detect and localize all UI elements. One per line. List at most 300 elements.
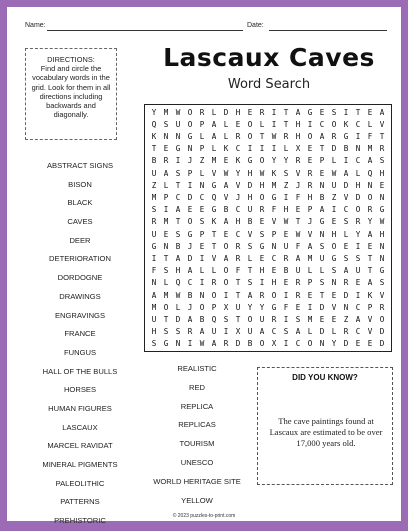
grid-letter[interactable]: C — [271, 253, 277, 263]
grid-letter[interactable]: L — [307, 266, 313, 276]
grid-letter[interactable]: R — [307, 168, 313, 178]
grid-letter[interactable]: Z — [283, 180, 289, 190]
grid-letter[interactable]: E — [307, 144, 313, 154]
grid-letter[interactable]: V — [331, 302, 337, 312]
grid-letter[interactable]: S — [343, 217, 349, 227]
grid-letter[interactable]: E — [307, 290, 313, 300]
grid-letter[interactable]: M — [163, 217, 169, 227]
grid-letter[interactable]: D — [343, 290, 349, 300]
grid-letter[interactable]: O — [379, 314, 385, 324]
grid-letter[interactable]: B — [187, 290, 193, 300]
grid-letter[interactable]: S — [319, 278, 325, 288]
grid-letter[interactable]: I — [223, 290, 229, 300]
grid-letter[interactable]: L — [343, 229, 349, 239]
grid-letter[interactable]: R — [343, 278, 349, 288]
grid-letter[interactable]: J — [235, 192, 241, 202]
grid-letter[interactable]: I — [283, 314, 289, 324]
grid-letter[interactable]: L — [259, 119, 265, 129]
grid-letter[interactable]: A — [379, 107, 385, 117]
grid-letter[interactable]: A — [319, 131, 325, 141]
grid-letter[interactable]: R — [307, 180, 313, 190]
grid-letter[interactable]: O — [271, 290, 277, 300]
grid-letter[interactable]: V — [343, 192, 349, 202]
grid-letter[interactable]: E — [307, 156, 313, 166]
grid-letter[interactable]: H — [235, 107, 241, 117]
grid-letter[interactable]: E — [355, 278, 361, 288]
grid-letter[interactable]: H — [151, 327, 157, 337]
grid-letter[interactable]: E — [319, 168, 325, 178]
grid-letter[interactable]: V — [211, 168, 217, 178]
grid-letter[interactable]: N — [319, 339, 325, 349]
grid-letter[interactable]: N — [163, 241, 169, 251]
grid-letter[interactable]: A — [151, 290, 157, 300]
grid-letter[interactable]: T — [163, 253, 169, 263]
grid-letter[interactable]: D — [355, 192, 361, 202]
grid-letter[interactable]: C — [343, 205, 349, 215]
grid-letter[interactable]: I — [247, 144, 253, 154]
grid-letter[interactable]: E — [295, 205, 301, 215]
grid-letter[interactable]: S — [355, 253, 361, 263]
grid-letter[interactable]: R — [283, 131, 289, 141]
grid-letter[interactable]: O — [259, 156, 265, 166]
grid-letter[interactable]: E — [379, 180, 385, 190]
grid-letter[interactable]: L — [319, 266, 325, 276]
grid-letter[interactable]: Y — [235, 168, 241, 178]
grid-letter[interactable]: U — [211, 327, 217, 337]
grid-letter[interactable]: W — [175, 290, 181, 300]
grid-letter[interactable]: I — [283, 192, 289, 202]
grid-letter[interactable]: L — [307, 327, 313, 337]
grid-letter[interactable]: N — [199, 290, 205, 300]
grid-letter[interactable]: I — [343, 156, 349, 166]
grid-letter[interactable]: Y — [355, 229, 361, 239]
grid-letter[interactable]: N — [379, 241, 385, 251]
grid-letter[interactable]: F — [295, 192, 301, 202]
grid-letter[interactable]: S — [175, 327, 181, 337]
grid-letter[interactable]: P — [163, 192, 169, 202]
grid-letter[interactable]: C — [235, 205, 241, 215]
grid-letter[interactable]: Q — [151, 119, 157, 129]
grid-letter[interactable]: L — [199, 131, 205, 141]
grid-letter[interactable]: U — [247, 327, 253, 337]
grid-letter[interactable]: I — [271, 144, 277, 154]
grid-letter[interactable]: L — [283, 144, 289, 154]
grid-letter[interactable]: T — [319, 290, 325, 300]
grid-letter[interactable]: O — [259, 339, 265, 349]
grid-letter[interactable]: L — [199, 168, 205, 178]
grid-letter[interactable]: E — [247, 107, 253, 117]
grid-letter[interactable]: H — [307, 192, 313, 202]
grid-letter[interactable]: H — [247, 192, 253, 202]
grid-letter[interactable]: A — [175, 253, 181, 263]
grid-letter[interactable]: I — [355, 241, 361, 251]
grid-letter[interactable]: B — [199, 314, 205, 324]
grid-letter[interactable]: X — [271, 339, 277, 349]
grid-letter[interactable]: H — [247, 168, 253, 178]
grid-letter[interactable]: Z — [199, 156, 205, 166]
grid-letter[interactable]: E — [331, 217, 337, 227]
grid-letter[interactable]: H — [379, 229, 385, 239]
grid-letter[interactable]: S — [247, 278, 253, 288]
grid-letter[interactable]: X — [295, 144, 301, 154]
grid-letter[interactable]: T — [235, 290, 241, 300]
grid-letter[interactable]: N — [319, 180, 325, 190]
grid-letter[interactable]: A — [343, 168, 349, 178]
grid-letter[interactable]: S — [175, 168, 181, 178]
grid-letter[interactable]: E — [223, 156, 229, 166]
grid-letter[interactable]: K — [235, 156, 241, 166]
grid-letter[interactable]: O — [367, 192, 373, 202]
grid-letter[interactable]: M — [307, 253, 313, 263]
grid-letter[interactable]: S — [379, 156, 385, 166]
grid-letter[interactable]: G — [271, 192, 277, 202]
grid-letter[interactable]: W — [223, 168, 229, 178]
grid-letter[interactable]: E — [235, 119, 241, 129]
grid-letter[interactable]: B — [247, 217, 253, 227]
grid-letter[interactable]: V — [379, 290, 385, 300]
grid-letter[interactable]: O — [199, 302, 205, 312]
grid-letter[interactable]: I — [307, 119, 313, 129]
grid-letter[interactable]: H — [271, 278, 277, 288]
grid-letter[interactable]: A — [259, 327, 265, 337]
grid-letter[interactable]: R — [271, 314, 277, 324]
grid-letter[interactable]: E — [199, 205, 205, 215]
grid-letter[interactable]: H — [379, 168, 385, 178]
grid-letter[interactable]: C — [355, 156, 361, 166]
grid-letter[interactable]: X — [235, 327, 241, 337]
grid-letter[interactable]: S — [331, 266, 337, 276]
grid-letter[interactable]: M — [271, 180, 277, 190]
grid-letter[interactable]: U — [331, 180, 337, 190]
grid-letter[interactable]: J — [187, 302, 193, 312]
grid-letter[interactable]: B — [343, 144, 349, 154]
grid-letter[interactable]: S — [151, 339, 157, 349]
grid-letter[interactable]: N — [175, 131, 181, 141]
grid-letter[interactable]: Z — [151, 180, 157, 190]
grid-letter[interactable]: Y — [259, 302, 265, 312]
grid-letter[interactable]: T — [211, 241, 217, 251]
grid-letter[interactable]: C — [175, 192, 181, 202]
grid-letter[interactable]: S — [283, 168, 289, 178]
grid-letter[interactable]: T — [175, 217, 181, 227]
grid-letter[interactable]: C — [355, 119, 361, 129]
grid-letter[interactable]: T — [367, 253, 373, 263]
grid-letter[interactable]: G — [319, 217, 325, 227]
grid-letter[interactable]: G — [271, 302, 277, 312]
grid-letter[interactable]: E — [163, 229, 169, 239]
grid-letter[interactable]: P — [187, 168, 193, 178]
grid-letter[interactable]: I — [343, 107, 349, 117]
grid-letter[interactable]: L — [223, 131, 229, 141]
grid-letter[interactable]: V — [367, 314, 373, 324]
grid-letter[interactable]: N — [187, 144, 193, 154]
grid-letter[interactable]: T — [151, 144, 157, 154]
grid-letter[interactable]: I — [259, 144, 265, 154]
grid-letter[interactable]: O — [307, 339, 313, 349]
grid-letter[interactable]: E — [199, 241, 205, 251]
grid-letter[interactable]: M — [151, 302, 157, 312]
grid-letter[interactable]: I — [283, 339, 289, 349]
grid-letter[interactable]: I — [187, 180, 193, 190]
grid-letter[interactable]: O — [355, 205, 361, 215]
grid-letter[interactable]: E — [319, 314, 325, 324]
grid-letter[interactable]: T — [163, 314, 169, 324]
grid-letter[interactable]: Y — [271, 156, 277, 166]
grid-letter[interactable]: G — [151, 241, 157, 251]
grid-letter[interactable]: C — [199, 192, 205, 202]
grid-letter[interactable]: A — [247, 290, 253, 300]
grid-letter[interactable]: V — [235, 180, 241, 190]
grid-letter[interactable]: D — [187, 253, 193, 263]
grid-letter[interactable]: C — [355, 327, 361, 337]
grid-letter[interactable]: E — [259, 253, 265, 263]
grid-letter[interactable]: W — [199, 339, 205, 349]
grid-letter[interactable]: S — [343, 253, 349, 263]
grid-letter[interactable]: A — [307, 241, 313, 251]
grid-letter[interactable]: I — [271, 119, 277, 129]
grid-letter[interactable]: N — [271, 241, 277, 251]
grid-letter[interactable]: Q — [211, 192, 217, 202]
grid-letter[interactable]: U — [175, 119, 181, 129]
grid-letter[interactable]: I — [223, 327, 229, 337]
grid-letter[interactable]: S — [283, 327, 289, 337]
grid-letter[interactable]: C — [235, 144, 241, 154]
grid-letter[interactable]: A — [367, 278, 373, 288]
grid-letter[interactable]: N — [343, 302, 349, 312]
grid-letter[interactable]: N — [175, 339, 181, 349]
grid-letter[interactable]: E — [367, 339, 373, 349]
grid-letter[interactable]: P — [367, 302, 373, 312]
grid-letter[interactable]: U — [235, 302, 241, 312]
grid-letter[interactable]: O — [163, 302, 169, 312]
grid-letter[interactable]: S — [163, 119, 169, 129]
grid-letter[interactable]: S — [379, 278, 385, 288]
grid-letter[interactable]: R — [355, 217, 361, 227]
grid-letter[interactable]: D — [319, 327, 325, 337]
grid-letter[interactable]: M — [367, 144, 373, 154]
grid-letter[interactable]: S — [331, 107, 337, 117]
grid-letter[interactable]: N — [319, 229, 325, 239]
grid-letter[interactable]: T — [259, 131, 265, 141]
grid-letter[interactable]: R — [379, 144, 385, 154]
grid-letter[interactable]: E — [367, 241, 373, 251]
grid-letter[interactable]: Z — [343, 314, 349, 324]
grid-letter[interactable]: C — [235, 229, 241, 239]
grid-letter[interactable]: B — [175, 241, 181, 251]
grid-letter[interactable]: R — [187, 327, 193, 337]
grid-letter[interactable]: U — [355, 266, 361, 276]
grid-letter[interactable]: N — [163, 131, 169, 141]
grid-letter[interactable]: S — [199, 217, 205, 227]
grid-letter[interactable]: E — [163, 144, 169, 154]
grid-letter[interactable]: E — [331, 314, 337, 324]
grid-letter[interactable]: A — [295, 327, 301, 337]
grid-letter[interactable]: G — [379, 205, 385, 215]
grid-letter[interactable]: R — [259, 107, 265, 117]
grid-letter[interactable]: G — [187, 131, 193, 141]
grid-letter[interactable]: I — [199, 278, 205, 288]
grid-letter[interactable]: G — [211, 205, 217, 215]
grid-letter[interactable]: O — [223, 278, 229, 288]
grid-letter[interactable]: R — [235, 241, 241, 251]
grid-letter[interactable]: D — [223, 107, 229, 117]
grid-letter[interactable]: T — [235, 314, 241, 324]
grid-letter[interactable]: L — [211, 107, 217, 117]
grid-letter[interactable]: D — [187, 192, 193, 202]
grid-letter[interactable]: I — [259, 278, 265, 288]
grid-letter[interactable]: G — [379, 266, 385, 276]
grid-letter[interactable]: L — [247, 253, 253, 263]
grid-letter[interactable]: O — [247, 131, 253, 141]
grid-letter[interactable]: R — [259, 290, 265, 300]
grid-letter[interactable]: V — [295, 168, 301, 178]
grid-letter[interactable]: I — [307, 302, 313, 312]
grid-letter[interactable]: P — [199, 119, 205, 129]
grid-letter[interactable]: M — [151, 192, 157, 202]
grid-letter[interactable]: D — [343, 180, 349, 190]
grid-letter[interactable]: E — [367, 107, 373, 117]
grid-letter[interactable]: S — [295, 314, 301, 324]
grid-letter[interactable]: M — [163, 107, 169, 117]
grid-letter[interactable]: D — [331, 144, 337, 154]
grid-letter[interactable]: S — [163, 266, 169, 276]
grid-letter[interactable]: W — [331, 168, 337, 178]
grid-letter[interactable]: R — [343, 327, 349, 337]
grid-letter[interactable]: Y — [367, 217, 373, 227]
grid-letter[interactable]: Q — [175, 278, 181, 288]
grid-letter[interactable]: D — [379, 339, 385, 349]
grid-letter[interactable]: C — [187, 278, 193, 288]
grid-letter[interactable]: R — [235, 253, 241, 263]
grid-letter[interactable]: L — [163, 180, 169, 190]
grid-letter[interactable]: A — [211, 131, 217, 141]
grid-letter[interactable]: N — [367, 180, 373, 190]
grid-letter[interactable]: A — [175, 205, 181, 215]
grid-letter[interactable]: U — [319, 253, 325, 263]
grid-letter[interactable]: L — [331, 156, 337, 166]
grid-letter[interactable]: E — [319, 107, 325, 117]
grid-letter[interactable]: Q — [367, 168, 373, 178]
grid-letter[interactable]: A — [355, 314, 361, 324]
grid-letter[interactable]: V — [247, 229, 253, 239]
grid-letter[interactable]: C — [271, 327, 277, 337]
grid-letter[interactable]: E — [223, 229, 229, 239]
grid-letter[interactable]: I — [355, 131, 361, 141]
grid-letter[interactable]: I — [271, 107, 277, 117]
grid-letter[interactable]: V — [379, 119, 385, 129]
grid-letter[interactable]: F — [151, 266, 157, 276]
grid-letter[interactable]: R — [163, 156, 169, 166]
grid-letter[interactable]: J — [187, 241, 193, 251]
grid-letter[interactable]: A — [343, 266, 349, 276]
grid-letter[interactable]: Z — [331, 192, 337, 202]
grid-letter[interactable]: O — [223, 266, 229, 276]
grid-letter[interactable]: Y — [247, 302, 253, 312]
grid-letter[interactable]: D — [235, 339, 241, 349]
grid-letter[interactable]: K — [271, 168, 277, 178]
grid-letter[interactable]: H — [235, 217, 241, 227]
grid-letter[interactable]: E — [271, 266, 277, 276]
grid-letter[interactable]: I — [355, 290, 361, 300]
grid-letter[interactable]: A — [163, 168, 169, 178]
grid-letter[interactable]: G — [343, 131, 349, 141]
grid-letter[interactable]: P — [199, 144, 205, 154]
grid-letter[interactable]: A — [223, 217, 229, 227]
grid-letter[interactable]: L — [367, 119, 373, 129]
grid-letter[interactable]: M — [307, 314, 313, 324]
grid-letter[interactable]: I — [331, 205, 337, 215]
grid-letter[interactable]: S — [175, 229, 181, 239]
grid-letter[interactable]: O — [187, 119, 193, 129]
grid-letter[interactable]: E — [295, 302, 301, 312]
grid-letter[interactable]: F — [283, 302, 289, 312]
grid-letter[interactable]: R — [295, 156, 301, 166]
grid-letter[interactable]: I — [199, 253, 205, 263]
grid-letter[interactable]: T — [295, 217, 301, 227]
grid-letter[interactable]: A — [199, 327, 205, 337]
grid-letter[interactable]: L — [175, 302, 181, 312]
grid-letter[interactable]: D — [343, 339, 349, 349]
grid-letter[interactable]: A — [223, 253, 229, 263]
grid-letter[interactable]: T — [211, 229, 217, 239]
grid-letter[interactable]: V — [307, 229, 313, 239]
grid-letter[interactable]: H — [259, 266, 265, 276]
grid-letter[interactable]: R — [199, 107, 205, 117]
grid-letter[interactable]: V — [271, 217, 277, 227]
grid-letter[interactable]: A — [187, 266, 193, 276]
grid-letter[interactable]: K — [343, 119, 349, 129]
grid-letter[interactable]: T — [175, 180, 181, 190]
grid-letter[interactable]: S — [163, 327, 169, 337]
grid-letter[interactable]: T — [367, 266, 373, 276]
grid-letter[interactable]: M — [163, 290, 169, 300]
grid-letter[interactable]: G — [259, 241, 265, 251]
grid-letter[interactable]: W — [295, 229, 301, 239]
grid-letter[interactable]: R — [295, 278, 301, 288]
grid-letter[interactable]: J — [295, 180, 301, 190]
grid-letter[interactable]: O — [187, 217, 193, 227]
grid-letter[interactable]: J — [307, 217, 313, 227]
grid-letter[interactable]: L — [223, 119, 229, 129]
grid-letter[interactable]: R — [235, 131, 241, 141]
grid-letter[interactable]: H — [331, 229, 337, 239]
grid-letter[interactable]: L — [355, 168, 361, 178]
grid-letter[interactable]: G — [307, 107, 313, 117]
grid-letter[interactable]: O — [307, 131, 313, 141]
grid-letter[interactable]: V — [223, 192, 229, 202]
grid-letter[interactable]: K — [223, 144, 229, 154]
grid-letter[interactable]: S — [151, 205, 157, 215]
grid-letter[interactable]: W — [259, 168, 265, 178]
grid-letter[interactable]: Y — [331, 339, 337, 349]
grid-letter[interactable]: P — [307, 205, 313, 215]
grid-letter[interactable]: U — [259, 314, 265, 324]
grid-letter[interactable]: R — [331, 131, 337, 141]
grid-letter[interactable]: O — [247, 119, 253, 129]
grid-letter[interactable]: A — [295, 253, 301, 263]
grid-letter[interactable]: O — [331, 119, 337, 129]
grid-letter[interactable]: W — [283, 217, 289, 227]
grid-letter[interactable]: A — [295, 107, 301, 117]
grid-letter[interactable]: U — [151, 314, 157, 324]
grid-letter[interactable]: E — [331, 290, 337, 300]
grid-letter[interactable]: S — [259, 229, 265, 239]
grid-letter[interactable]: T — [235, 278, 241, 288]
grid-letter[interactable]: H — [355, 180, 361, 190]
grid-letter[interactable]: G — [211, 180, 217, 190]
grid-letter[interactable]: S — [247, 241, 253, 251]
grid-letter[interactable]: A — [223, 180, 229, 190]
